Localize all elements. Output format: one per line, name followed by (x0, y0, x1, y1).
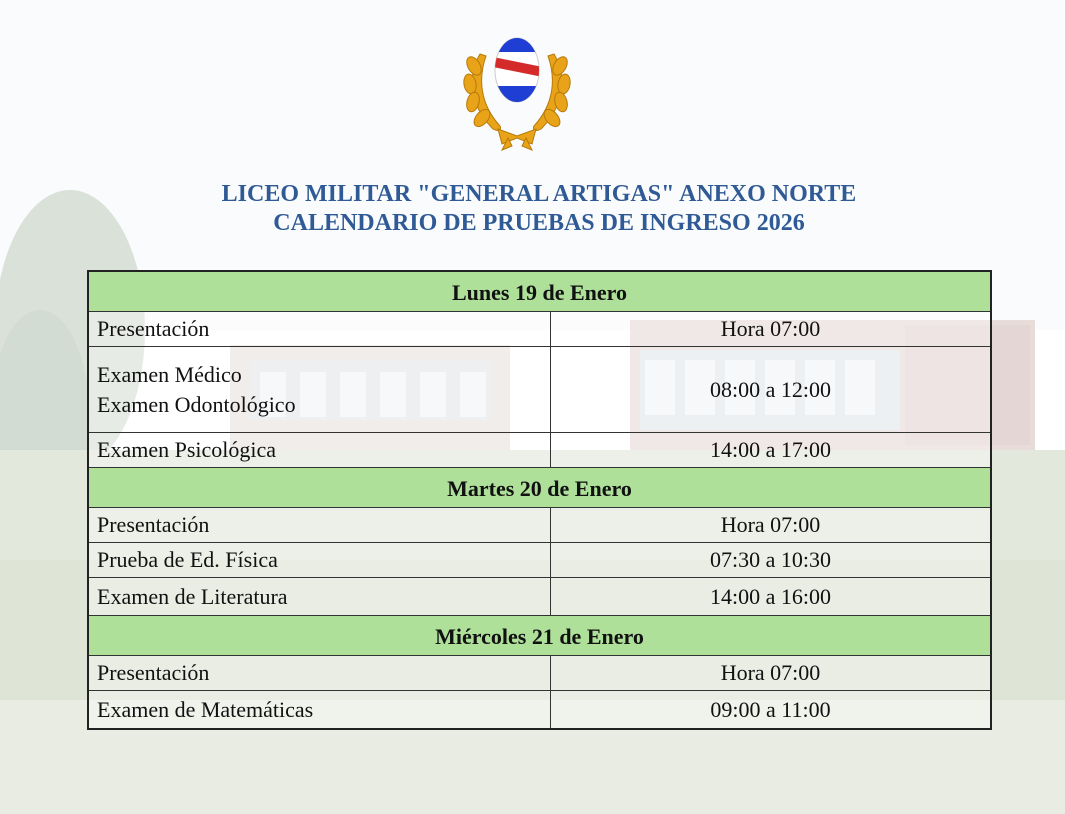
schedule-row (88, 433, 991, 468)
activity-cell: Examen de Matemáticas (88, 691, 551, 730)
time-cell: Hora 07:00 (551, 656, 992, 691)
schedule-row (88, 691, 991, 730)
activity-cell: Examen Psicológica (88, 433, 551, 468)
time-cell: Hora 07:00 (551, 508, 992, 543)
activity-cell: Presentación (88, 312, 551, 347)
schedule-row (88, 312, 991, 347)
activity-cell: Prueba de Ed. Física (88, 543, 551, 578)
activity-line: Examen Médico (97, 361, 242, 387)
calendar-title: CALENDARIO DE PRUEBAS DE INGRESO 2026 (273, 210, 805, 236)
time-cell: 08:00 a 12:00 (551, 347, 992, 433)
activity-cell: Presentación (88, 508, 551, 543)
activity-cell: Examen de Literatura (88, 578, 551, 616)
time-cell: 14:00 a 16:00 (551, 578, 992, 616)
activity-cell: Presentación (88, 656, 551, 691)
time-cell: 14:00 a 17:00 (551, 433, 992, 468)
time-cell: Hora 07:00 (551, 312, 992, 347)
schedule-row (88, 656, 991, 691)
time-cell: 07:30 a 10:30 (551, 543, 992, 578)
day-title: Miércoles 21 de Enero (88, 616, 991, 656)
liceo-militar-emblem-icon (458, 34, 576, 152)
activity-cell (88, 347, 551, 433)
institution-title: LICEO MILITAR "GENERAL ARTIGAS" ANEXO NORTE (221, 181, 857, 207)
day-title: Lunes 19 de Enero (88, 271, 991, 312)
schedule-table (87, 270, 992, 730)
schedule-row (88, 543, 991, 578)
activity-line: Examen Odontológico (97, 391, 296, 417)
schedule-row (88, 578, 991, 616)
day-header-row (88, 468, 991, 508)
document-title-block (0, 180, 1065, 238)
day-header-row (88, 616, 991, 656)
day-title: Martes 20 de Enero (88, 468, 991, 508)
schedule-row (88, 508, 991, 543)
time-cell: 09:00 a 11:00 (551, 691, 992, 730)
day-header-row (88, 271, 991, 312)
schedule-row (88, 347, 991, 433)
